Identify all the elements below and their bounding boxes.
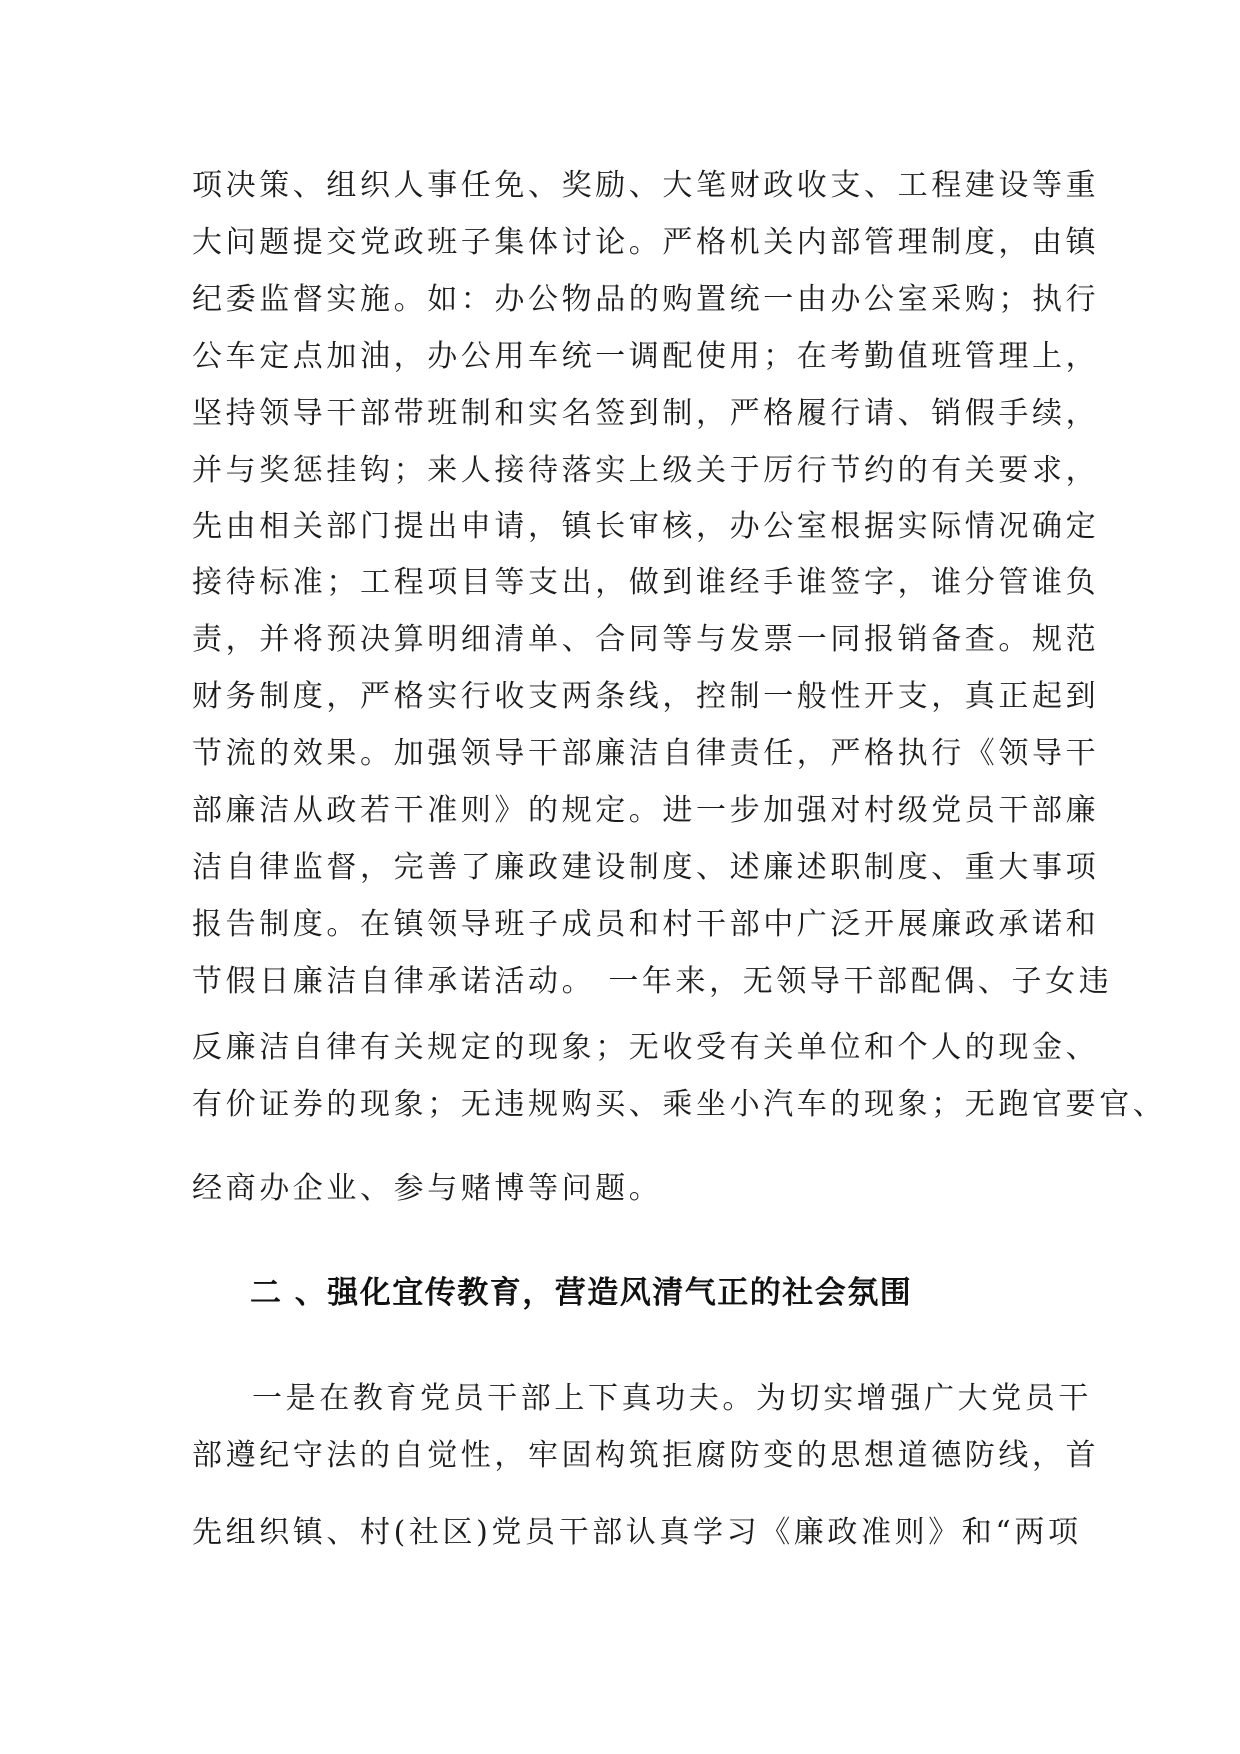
text-line: 公车定点加油，办公用车统一调配使用；在考勤值班管理上，	[192, 339, 1100, 374]
text-line: 纪委监督实施。如：办公物品的购置统一由办公室采购；执行	[192, 282, 1100, 317]
text-line: 责，并将预决算明细清单、合同等与发票一同报销备查。规范	[192, 622, 1100, 657]
text-line: 项决策、组织人事任免、奖励、大笔财政收支、工程建设等重	[192, 168, 1100, 203]
text-line: 财务制度，严格实行收支两条线，控制一般性开支，真正起到	[192, 679, 1100, 714]
text-line: 报告制度。在镇领导班子成员和村干部中广泛开展廉政承诺和	[192, 907, 1100, 942]
text-line: 节流的效果。加强领导干部廉洁自律责任，严格执行《领导干	[192, 736, 1100, 771]
text-line: 一是在教育党员干部上下真功夫。为切实增强广大党员干	[252, 1381, 1092, 1416]
text-line: 大问题提交党政班子集体讨论。严格机关内部管理制度，由镇	[192, 225, 1100, 260]
text-line: 接待标准；工程项目等支出，做到谁经手谁签字，谁分管谁负	[192, 565, 1100, 600]
text-line: 先由相关部门提出申请，镇长审核，办公室根据实际情况确定	[192, 509, 1100, 544]
text-line: 有价证券的现象；无违规购买、乘坐小汽车的现象；无跑官要官、	[192, 1087, 1167, 1122]
text-line: 部廉洁从政若干准则》的规定。进一步加强对村级党员干部廉	[192, 793, 1100, 828]
text-line: 经商办企业、参与赌博等问题。	[192, 1171, 663, 1206]
text-line: 洁自律监督，完善了廉政建设制度、述廉述职制度、重大事项	[192, 850, 1100, 885]
section-heading: 二 、强化宜传教育，营造风清气正的社会氛围	[250, 1275, 913, 1311]
text-line: 坚持领导干部带班制和实名签到制，严格履行请、销假手续，	[192, 396, 1100, 431]
text-line: 先组织镇、村(社区)党员干部认真学习《廉政准则》和“两项	[192, 1515, 1082, 1550]
text-line: 并与奖惩挂钩；来人接待落实上级关于厉行节约的有关要求，	[192, 453, 1100, 488]
text-line: 反廉洁自律有关规定的现象；无收受有关单位和个人的现金、	[192, 1030, 1100, 1065]
text-line: 节假日廉洁自律承诺活动。 一年来，无领导干部配偶、子女违	[192, 964, 1113, 999]
text-line: 部遵纪守法的自觉性，牢固构筑拒腐防变的思想道德防线，首	[192, 1438, 1100, 1473]
